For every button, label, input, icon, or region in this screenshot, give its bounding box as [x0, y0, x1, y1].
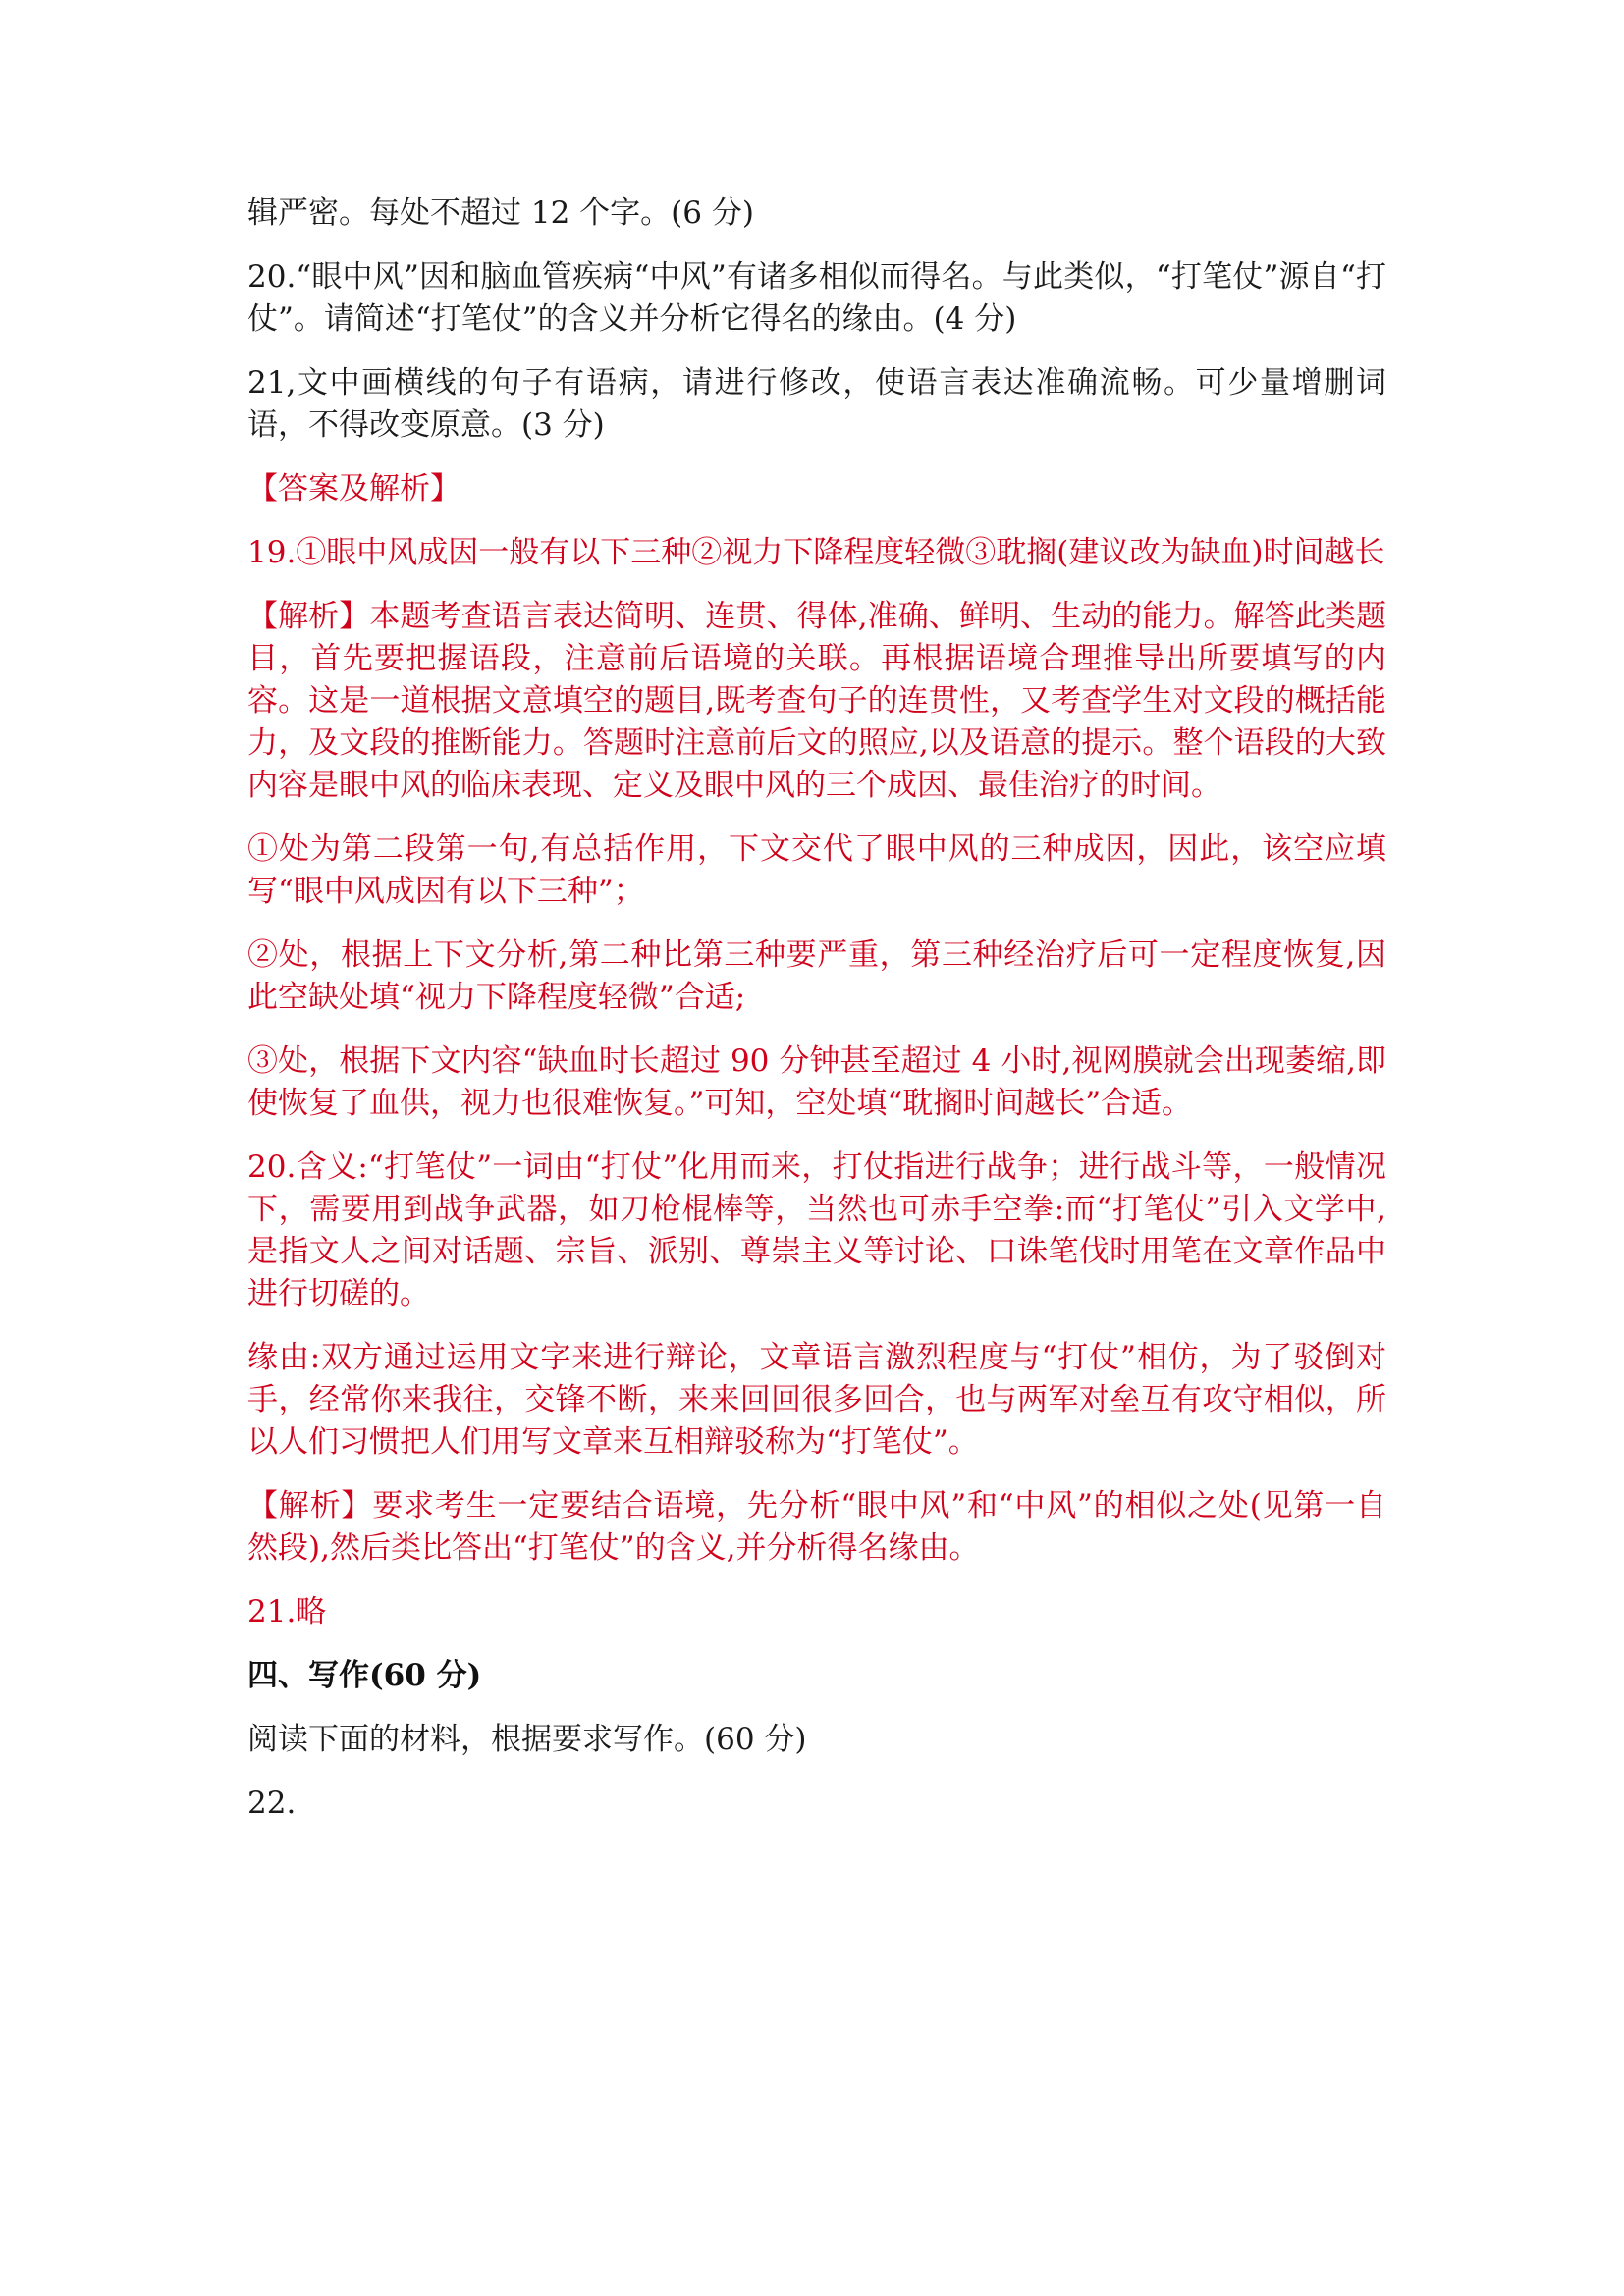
answer-20-reason: 缘由:双方通过运用文字来进行辩论，文章语言激烈程度与“打仗”相仿，为了驳倒对手，经常你来我往，交锋不断，来来回回很多回合，也与两军对垒互有攻守相似，所以人们习惯把人们用写文章来互相辩驳称为“打笔仗”。	[247, 1340, 1386, 1460]
document-page	[247, 192, 1386, 1846]
answer-20-meaning: 20.含义:“打笔仗”一词由“打仗”化用而来，打仗指进行战争；进行战斗等，一般情况下，需要用到战争武器，如刀枪棍棒等，当然也可赤手空拳:而“打笔仗”引入文学中,是指文人之间对话题、宗旨、派别、尊崇主义等讨论、口诛笔伐时用笔在文章作品中进行切磋的。	[247, 1149, 1386, 1311]
question-22: 22.	[247, 1786, 297, 1821]
writing-instruction: 阅读下面的材料，根据要求写作。(60 分)	[247, 1722, 807, 1757]
analysis-19-intro: 【解析】本题考查语言表达简明、连贯、得体,准确、鲜明、生动的能力。解答此类题目，首先要把握语段，注意前后语境的关联。再根据语境合理推导出所要填写的内容。这是一道根据文意填空的题目,既考查句子的连贯性，又考查学生对文段的概括能力，及文段的推断能力。答题时注意前后文的照应,以及语意的提示。整个语段的大致内容是眼中风的临床表现、定义及眼中风的三个成因、最佳治疗的时间。	[247, 599, 1386, 803]
question-21: 21,文中画横线的句子有语病，请进行修改，使语言表达准确流畅。可少量增删词语，不得改变原意。(3 分)	[247, 365, 1386, 443]
analysis-20: 【解析】要求考生一定要结合语境，先分析“眼中风”和“中风”的相似之处(见第一自然段),然后类比答出“打笔仗”的含义,并分析得名缘由。	[247, 1488, 1386, 1566]
answer-21: 21.略	[247, 1594, 327, 1629]
question-19-tail: 辑严密。每处不超过 12 个字。(6 分)	[247, 195, 754, 231]
analysis-19-point-1: ①处为第二段第一句,有总括作用，下文交代了眼中风的三种成因，因此，该空应填写“眼中风成因有以下三种”；	[247, 831, 1386, 909]
question-20: 20.“眼中风”因和脑血管疾病“中风”有诸多相似而得名。与此类似，“打笔仗”源自“打仗”。请简述“打笔仗”的含义并分析它得名的缘由。(4 分)	[247, 259, 1386, 337]
section-writing-heading: 四、写作(60 分)	[247, 1658, 482, 1693]
analysis-19-point-3: ③处，根据下文内容“缺血时长超过 90 分钟甚至超过 4 小时,视网膜就会出现萎缩,即使恢复了血供，视力也很难恢复。”可知，空处填“耽搁时间越长”合适。	[247, 1043, 1386, 1121]
answer-19: 19.①眼中风成因一般有以下三种②视力下降程度轻微③耽搁(建议改为缺血)时间越长	[247, 535, 1385, 570]
answer-heading: 【答案及解析】	[247, 471, 460, 507]
analysis-19-point-2: ②处，根据上下文分析,第二种比第三种要严重，第三种经治疗后可一定程度恢复,因此空缺处填“视力下降程度轻微”合适;	[247, 937, 1386, 1015]
